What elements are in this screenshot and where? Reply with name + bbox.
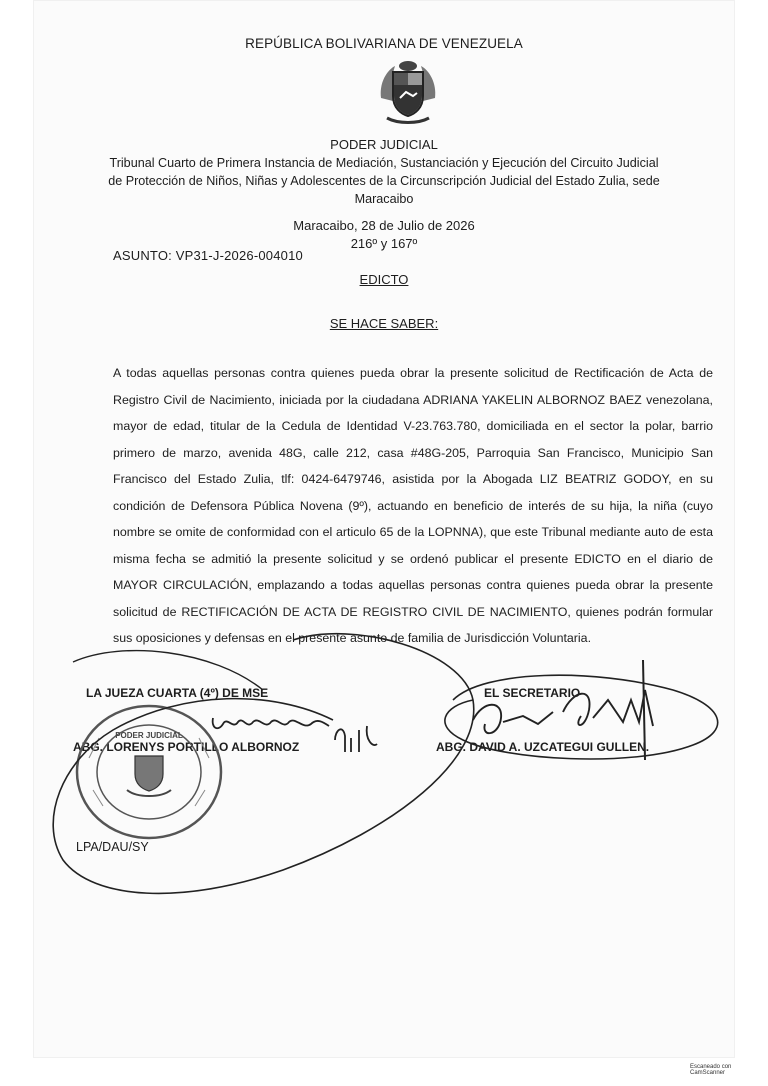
judge-name: ABG. LORENYS PORTILLO ALBORNOZ — [73, 740, 300, 754]
document-title: EDICTO — [359, 272, 409, 287]
tribunal-heading: Tribunal Cuarto de Primera Instancia de Mediación, Sustanciación y Ejecución del Circuito Judicial de Protección de Niños, Niñas y Adolescentes de la Circunscripción Judicial del Estado Zulia, sede Maracaibo — [108, 156, 660, 206]
scanner-watermark: Escaneado con CamScanner — [690, 1064, 732, 1076]
document-years: 216º y 167º — [350, 236, 418, 251]
judge-title: LA JUEZA CUARTA (4º) DE MSE — [86, 686, 269, 700]
secretary-name: ABG. DAVID A. UZCATEGUI GULLEN. — [436, 740, 650, 754]
secretary-title: EL SECRETARIO — [484, 686, 581, 700]
handwritten-signatures — [33, 0, 735, 1058]
case-number: ASUNTO: VP31-J-2026-004010 — [113, 248, 303, 263]
initials: LPA/DAU/SY — [76, 840, 149, 854]
svg-text:PODER JUDICIAL: PODER JUDICIAL — [115, 731, 183, 740]
document-date: Maracaibo, 28 de Julio de 2026 — [293, 218, 475, 233]
document-page — [33, 0, 735, 1058]
document-subtitle: SE HACE SABER: — [329, 316, 439, 331]
country-heading: REPÚBLICA BOLIVARIANA DE VENEZUELA — [245, 36, 523, 51]
branch-heading: PODER JUDICIAL — [330, 137, 438, 152]
body-paragraph: A todas aquellas personas contra quienes pueda obrar la presente solicitud de Rectificación de Acta de Registro Civil de Nacimiento, iniciada por la ciudadana ADRIANA YAKELIN ALBORNOZ BAEZ venezolana, mayor de edad, titular de la Cedula de Identidad V-23.763.780, domiciliada en el sector la polar, barrio primero de marzo, avenida 48G, calle 212, casa #48G-205, Parroquia San Francisco, Municipio San Francisco del Estado Zulia, tlf: 0424-6479746, asistida por la Abogada LIZ BEATRIZ GODOY, en su condición de Defensora Pública Novena (9º), actuando en beneficio de interés de su hija, la niña (cuyo nombre se omite de conformidad con el articulo 65 de la LOPNNA), que este Tribunal mediante auto de esta misma fecha se admitió la presente solicitud y se ordenó publicar el presente EDICTO en el diario de MAYOR CIRCULACIÓN, emplazando a todas aquellas personas contra quienes pueda obrar la presente solicitud de RECTIFICACIÓN DE ACTA DE REGISTRO CIVIL DE NACIMIENTO, quienes podrán formular sus oposiciones y defensas en el presente asunto de familia de Jurisdicción Voluntaria. — [113, 366, 713, 645]
